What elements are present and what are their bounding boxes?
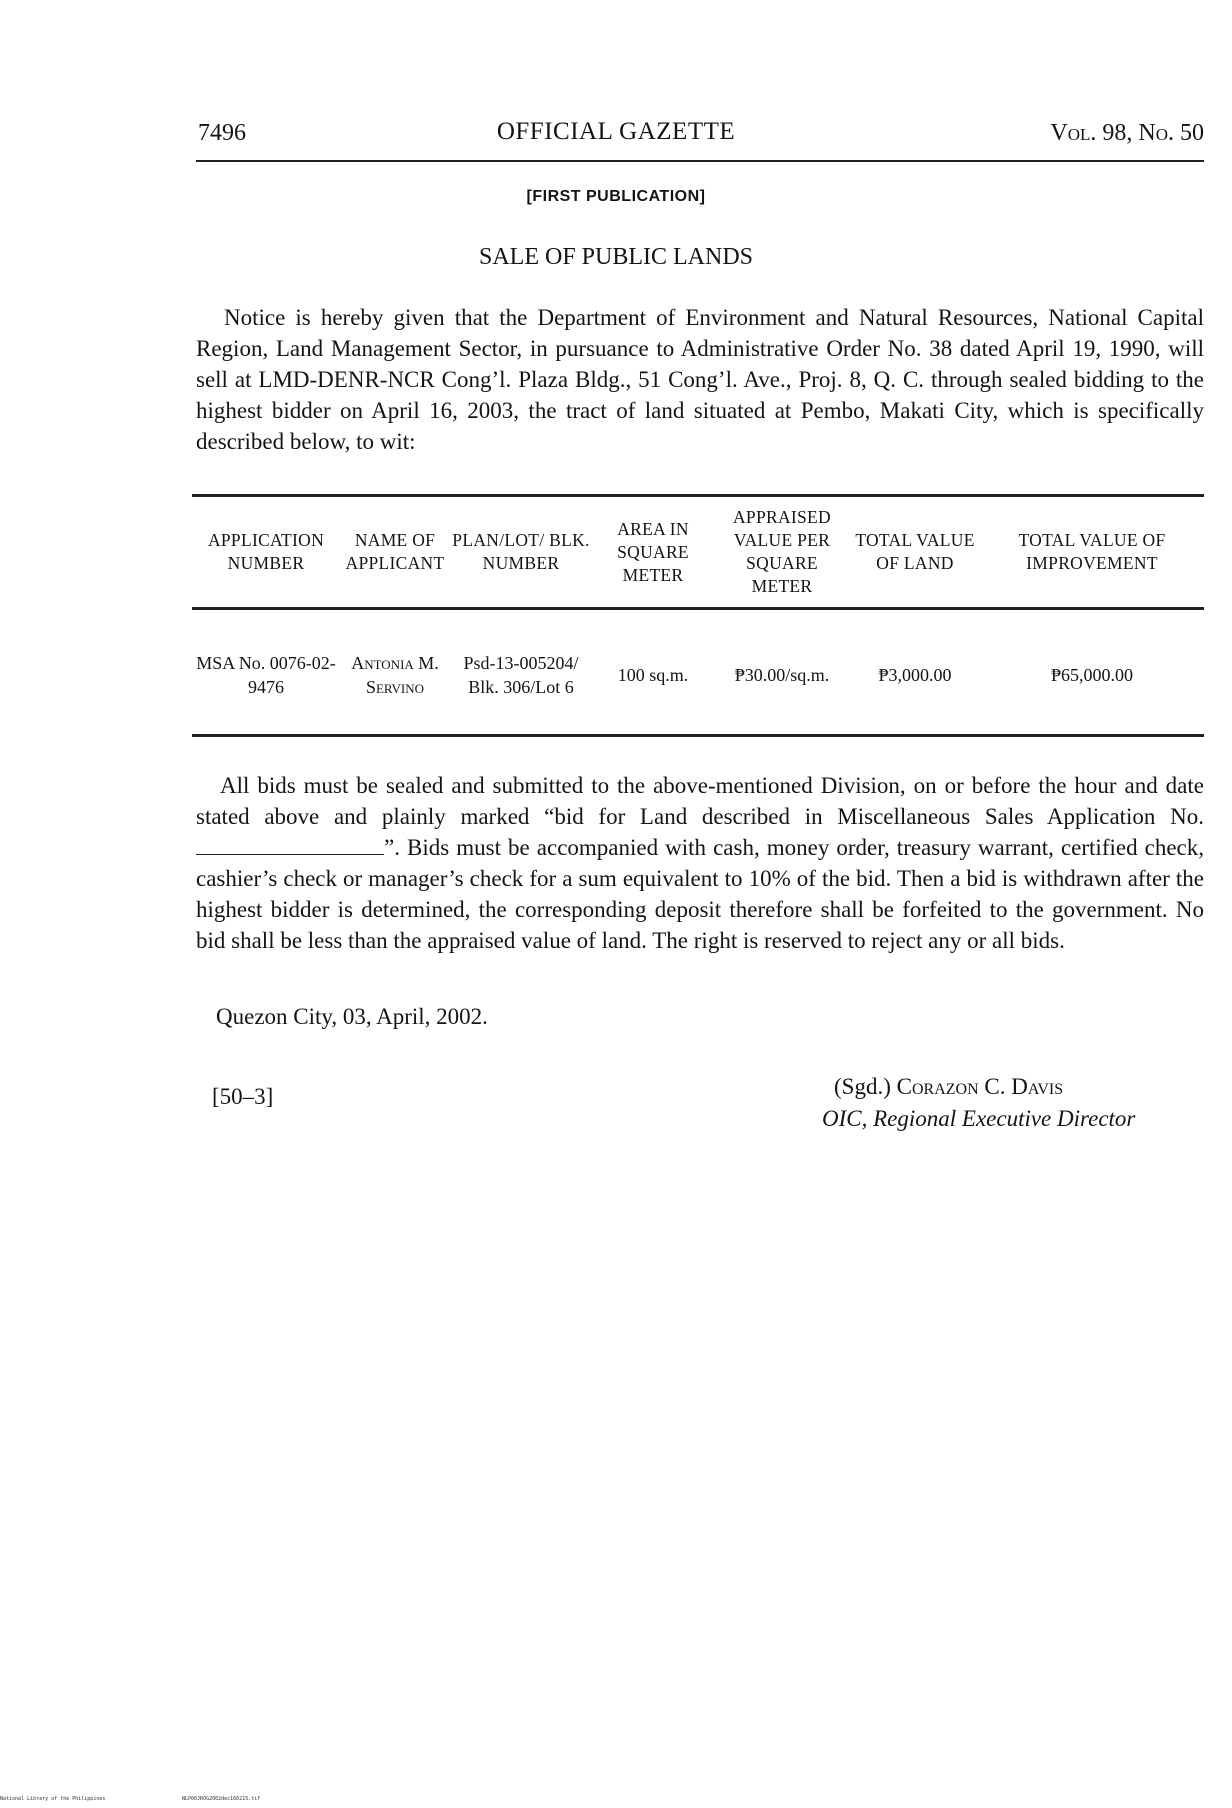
cell-total-improvement: ₱65,000.00 <box>1050 665 1133 685</box>
column-header-applicant: NAME OF APPLICANT <box>345 530 445 573</box>
volume-number: Vol. 98, No. 50 <box>1050 120 1204 146</box>
table-bottom-rule <box>192 734 1204 737</box>
reference-number: [50–3] <box>212 1084 274 1109</box>
bids-paragraph <box>196 770 1204 956</box>
footer-source: National Library of the Philippines <box>0 1796 106 1802</box>
signatory-prefix: (Sgd.) <box>834 1074 891 1099</box>
signatory-fullname: Corazon C. Davis <box>896 1074 1064 1099</box>
place-date: Quezon City, 03, April, 2002. <box>216 1004 488 1029</box>
table-row <box>192 640 1204 710</box>
application-number-blank <box>196 836 384 855</box>
cell-applicant: Antonia M. Servino <box>351 653 439 697</box>
page-number: 7496 <box>198 120 246 146</box>
column-header-area: AREA IN SQUARE METER <box>617 518 689 585</box>
cell-plan-lot: Psd-13-005204/ Blk. 306/Lot 6 <box>463 653 579 697</box>
bids-paragraph-part1: All bids must be sealed and submitted to the above-mentioned Division, on or before the hour and date stated above and plainly marked “bid for Land described in Miscellaneous Sales Application No. <box>196 773 1204 829</box>
cell-application-number: MSA No. 0076-02-9476 <box>196 653 336 697</box>
table-header-rule <box>192 607 1204 610</box>
header-rule <box>196 160 1204 162</box>
column-header-appraised-value: APPRAISED VALUE PER SQUARE METER <box>732 507 831 596</box>
table-top-rule <box>192 494 1204 497</box>
footer-file: NLP00JROG2002dec160215.tif <box>182 1796 261 1802</box>
intro-paragraph: Notice is hereby given that the Department of Environment and Natural Resources, National Capital Region, Land Management Sector, in pursuance to Administrative Order No. 38 dated April 19, 1990, will sell at LMD-DENR-NCR Cong’l. Plaza Bldg., 51 Cong’l. Ave., Proj. 8, Q. C. through sealed bidding to the highest bidder on April 16, 2003, the tract of land situated at Pembo, Makati City, which is specifically described below, to wit: <box>196 305 1204 454</box>
column-header-total-improvement: TOTAL VALUE OF IMPROVEMENT <box>1018 530 1166 573</box>
bids-paragraph-part2: ”. Bids must be accompanied with cash, money order, treasury warrant, certified check, cashier’s check or manager’s check for a sum equivalent to 10% of the bid. Then a bid is withdrawn after the highest bidder is determined, the corresponding deposit therefore shall be forfeited to the government. No bid shall be less than the appraised value of land. The right is reserved to reject any or all bids. <box>196 835 1204 953</box>
notice-title: SALE OF PUBLIC LANDS <box>478 244 754 270</box>
signatory-name <box>834 1074 1063 1100</box>
signatory-title: OIC, Regional Executive Director <box>822 1106 1136 1131</box>
column-header-total-land: TOTAL VALUE OF LAND <box>855 530 975 573</box>
publication-label: [FIRST PUBLICATION] <box>526 188 706 205</box>
column-header-plan-lot: PLAN/LOT/ BLK. NUMBER <box>452 530 590 573</box>
cell-total-land: ₱3,000.00 <box>878 665 952 685</box>
column-header-application-number: APPLICATION NUMBER <box>207 530 325 573</box>
cell-appraised-value: ₱30.00/sq.m. <box>734 665 830 685</box>
publication-title: OFFICIAL GAZETTE <box>496 118 736 145</box>
table-header <box>192 502 1204 602</box>
cell-area: 100 sq.m. <box>617 665 689 685</box>
